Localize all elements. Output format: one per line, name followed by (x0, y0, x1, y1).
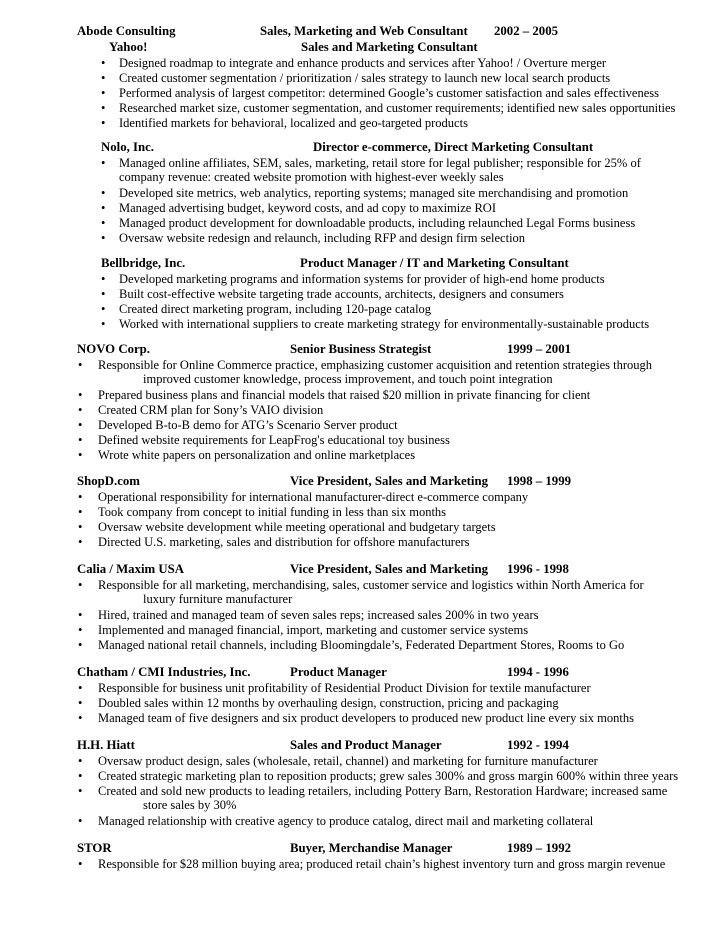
bullet-text: Responsible for business unit profitability of Residential Product Division for textile manufacturer (98, 681, 591, 695)
bullet-text: Doubled sales within 12 months by overhauling design, construction, pricing and packaging (98, 696, 559, 710)
client-role: Director e-commerce, Direct Marketing Consultant (313, 140, 594, 154)
bullet-glyph: • (78, 857, 83, 871)
job-dates: 1989 – 1992 (507, 841, 571, 855)
bullet-text: Managed team of five designers and six product developers to produced new product line every six months (98, 711, 634, 725)
bullet-glyph: • (101, 156, 106, 170)
bullet-glyph: • (78, 520, 83, 534)
bullet-glyph: • (101, 71, 106, 85)
bullet-text: Operational responsibility for international manufacturer-direct e-commerce company (98, 490, 529, 504)
bullet-text: Created CRM plan for Sony’s VAIO division (98, 403, 324, 417)
company-name: Chatham / CMI Industries, Inc. (77, 665, 251, 679)
bullet-glyph: • (78, 784, 83, 798)
bullet-text: Directed U.S. marketing, sales and distribution for offshore manufacturers (98, 535, 470, 549)
bullet-glyph: • (101, 317, 106, 331)
company-name: Abode Consulting (77, 24, 176, 38)
bullet-text: Responsible for all marketing, merchandising, sales, customer service and logistics within North America for (98, 578, 644, 592)
job-title: Sales, Marketing and Web Consultant (260, 24, 468, 38)
job-dates: 1992 - 1994 (507, 738, 569, 752)
bullet-glyph: • (78, 490, 83, 504)
bullet-glyph: • (78, 769, 83, 783)
bullet-glyph: • (101, 302, 106, 316)
bullet-glyph: • (101, 186, 106, 200)
bullet-text: Designed roadmap to integrate and enhance products and services after Yahoo! / Overture merger (119, 56, 607, 70)
bullet-glyph: • (101, 56, 106, 70)
bullet-text: Implemented and managed financial, import, marketing and customer service systems (98, 623, 529, 637)
job-dates: 1999 – 2001 (507, 342, 571, 356)
bullet-glyph: • (78, 711, 83, 725)
bullet-glyph: • (78, 638, 83, 652)
bullet-text: Identified markets for behavioral, localized and geo-targeted products (119, 116, 468, 130)
bullet-text: Developed B-to-B demo for ATG’s Scenario Server product (98, 418, 398, 432)
bullet-glyph: • (101, 216, 106, 230)
client-name: Bellbridge, Inc. (101, 256, 186, 270)
bullet-glyph: • (78, 578, 83, 592)
bullet-text: Created direct marketing program, including 120-page catalog (119, 302, 432, 316)
bullet-glyph: • (78, 358, 83, 372)
bullet-text: Developed marketing programs and information systems for provider of high-end home products (119, 272, 605, 286)
bullet-text: Developed site metrics, web analytics, reporting systems; managed site merchandising and promotion (119, 186, 629, 200)
bullet-text-continued: improved customer knowledge, process improvement, and touch point integration (143, 372, 553, 386)
bullet-glyph: • (101, 116, 106, 130)
bullet-text: Responsible for $28 million buying area; produced retail chain’s highest inventory turn and gross margin revenue (98, 857, 666, 871)
bullet-text: Oversaw website development while meeting operational and budgetary targets (98, 520, 496, 534)
bullet-glyph: • (78, 535, 83, 549)
bullet-text: Researched market size, customer segmentation, and customer requirements; identified new sales opportunities (119, 101, 676, 115)
bullet-glyph: • (78, 696, 83, 710)
company-name: ShopD.com (77, 474, 140, 488)
bullet-text-continued: luxury furniture manufacturer (143, 592, 293, 606)
job-dates: 1994 - 1996 (507, 665, 569, 679)
client-role: Sales and Marketing Consultant (301, 40, 478, 54)
job-title: Senior Business Strategist (290, 342, 432, 356)
job-dates: 1996 - 1998 (507, 562, 569, 576)
company-name: Calia / Maxim USA (77, 562, 184, 576)
bullet-glyph: • (101, 272, 106, 286)
bullet-text: Created and sold new products to leading retailers, including Pottery Barn, Restoration Hardware; increased same (98, 784, 668, 798)
bullet-text: Hired, trained and managed team of seven sales reps; increased sales 200% in two years (98, 608, 539, 622)
client-role: Product Manager / IT and Marketing Consultant (300, 256, 569, 270)
bullet-glyph: • (78, 505, 83, 519)
bullet-glyph: • (78, 448, 83, 462)
bullet-text: Wrote white papers on personalization and online marketplaces (98, 448, 416, 462)
bullet-text: Managed online affiliates, SEM, sales, marketing, retail store for legal publisher; responsible for 25% of (119, 156, 641, 170)
bullet-text: Oversaw product design, sales (wholesale, retail, channel) and marketing for furniture manufacturer (98, 754, 598, 768)
job-title: Product Manager (290, 665, 387, 679)
job-title: Vice President, Sales and Marketing (290, 562, 488, 576)
bullet-glyph: • (78, 681, 83, 695)
bullet-glyph: • (78, 754, 83, 768)
bullet-text: Created customer segmentation / prioritization / sales strategy to launch new local search products (119, 71, 611, 85)
bullet-glyph: • (78, 403, 83, 417)
bullet-text: Built cost-effective website targeting trade accounts, architects, designers and consumers (119, 287, 564, 301)
bullet-text: Managed national retail channels, including Bloomingdale’s, Federated Department Stores, Rooms to Go (98, 638, 625, 652)
bullet-text: Defined website requirements for LeapFrog's educational toy business (98, 433, 450, 447)
bullet-text: Responsible for Online Commerce practice, emphasizing customer acquisition and retention strategies through (98, 358, 653, 372)
job-dates: 2002 – 2005 (494, 24, 558, 38)
company-name: NOVO Corp. (77, 342, 150, 356)
bullet-text: Created strategic marketing plan to reposition products; grew sales 300% and gross margin 600% within three years (98, 769, 679, 783)
bullet-glyph: • (101, 231, 106, 245)
bullet-glyph: • (101, 201, 106, 215)
bullet-text-continued: company revenue: created website promotion with highest-ever weekly sales (119, 170, 504, 184)
company-name: H.H. Hiatt (77, 738, 135, 752)
bullet-glyph: • (78, 608, 83, 622)
bullet-text: Prepared business plans and financial models that raised $20 million in private financing for client (98, 388, 591, 402)
job-title: Sales and Product Manager (290, 738, 442, 752)
bullet-glyph: • (78, 814, 83, 828)
client-name: Nolo, Inc. (101, 140, 154, 154)
job-title: Vice President, Sales and Marketing (290, 474, 488, 488)
bullet-text: Worked with international suppliers to create marketing strategy for environmentally-sustainable products (119, 317, 650, 331)
company-name: STOR (77, 841, 112, 855)
bullet-text: Took company from concept to initial funding in less than six months (98, 505, 447, 519)
client-name: Yahoo! (109, 40, 148, 54)
bullet-glyph: • (78, 433, 83, 447)
bullet-text: Oversaw website redesign and relaunch, including RFP and design firm selection (119, 231, 526, 245)
bullet-glyph: • (78, 418, 83, 432)
bullet-text: Managed relationship with creative agency to produce catalog, direct mail and marketing collateral (98, 814, 594, 828)
bullet-text: Managed advertising budget, keyword costs, and ad copy to maximize ROI (119, 201, 496, 215)
bullet-text-continued: store sales by 30% (143, 798, 237, 812)
bullet-glyph: • (101, 86, 106, 100)
bullet-glyph: • (101, 287, 106, 301)
bullet-glyph: • (78, 623, 83, 637)
bullet-text: Performed analysis of largest competitor: determined Google’s customer satisfaction and sales effectiveness (119, 86, 660, 100)
job-dates: 1998 – 1999 (507, 474, 571, 488)
bullet-glyph: • (78, 388, 83, 402)
job-title: Buyer, Merchandise Manager (290, 841, 453, 855)
bullet-text: Managed product development for downloadable products, including relaunched Legal Forms business (119, 216, 636, 230)
bullet-glyph: • (101, 101, 106, 115)
